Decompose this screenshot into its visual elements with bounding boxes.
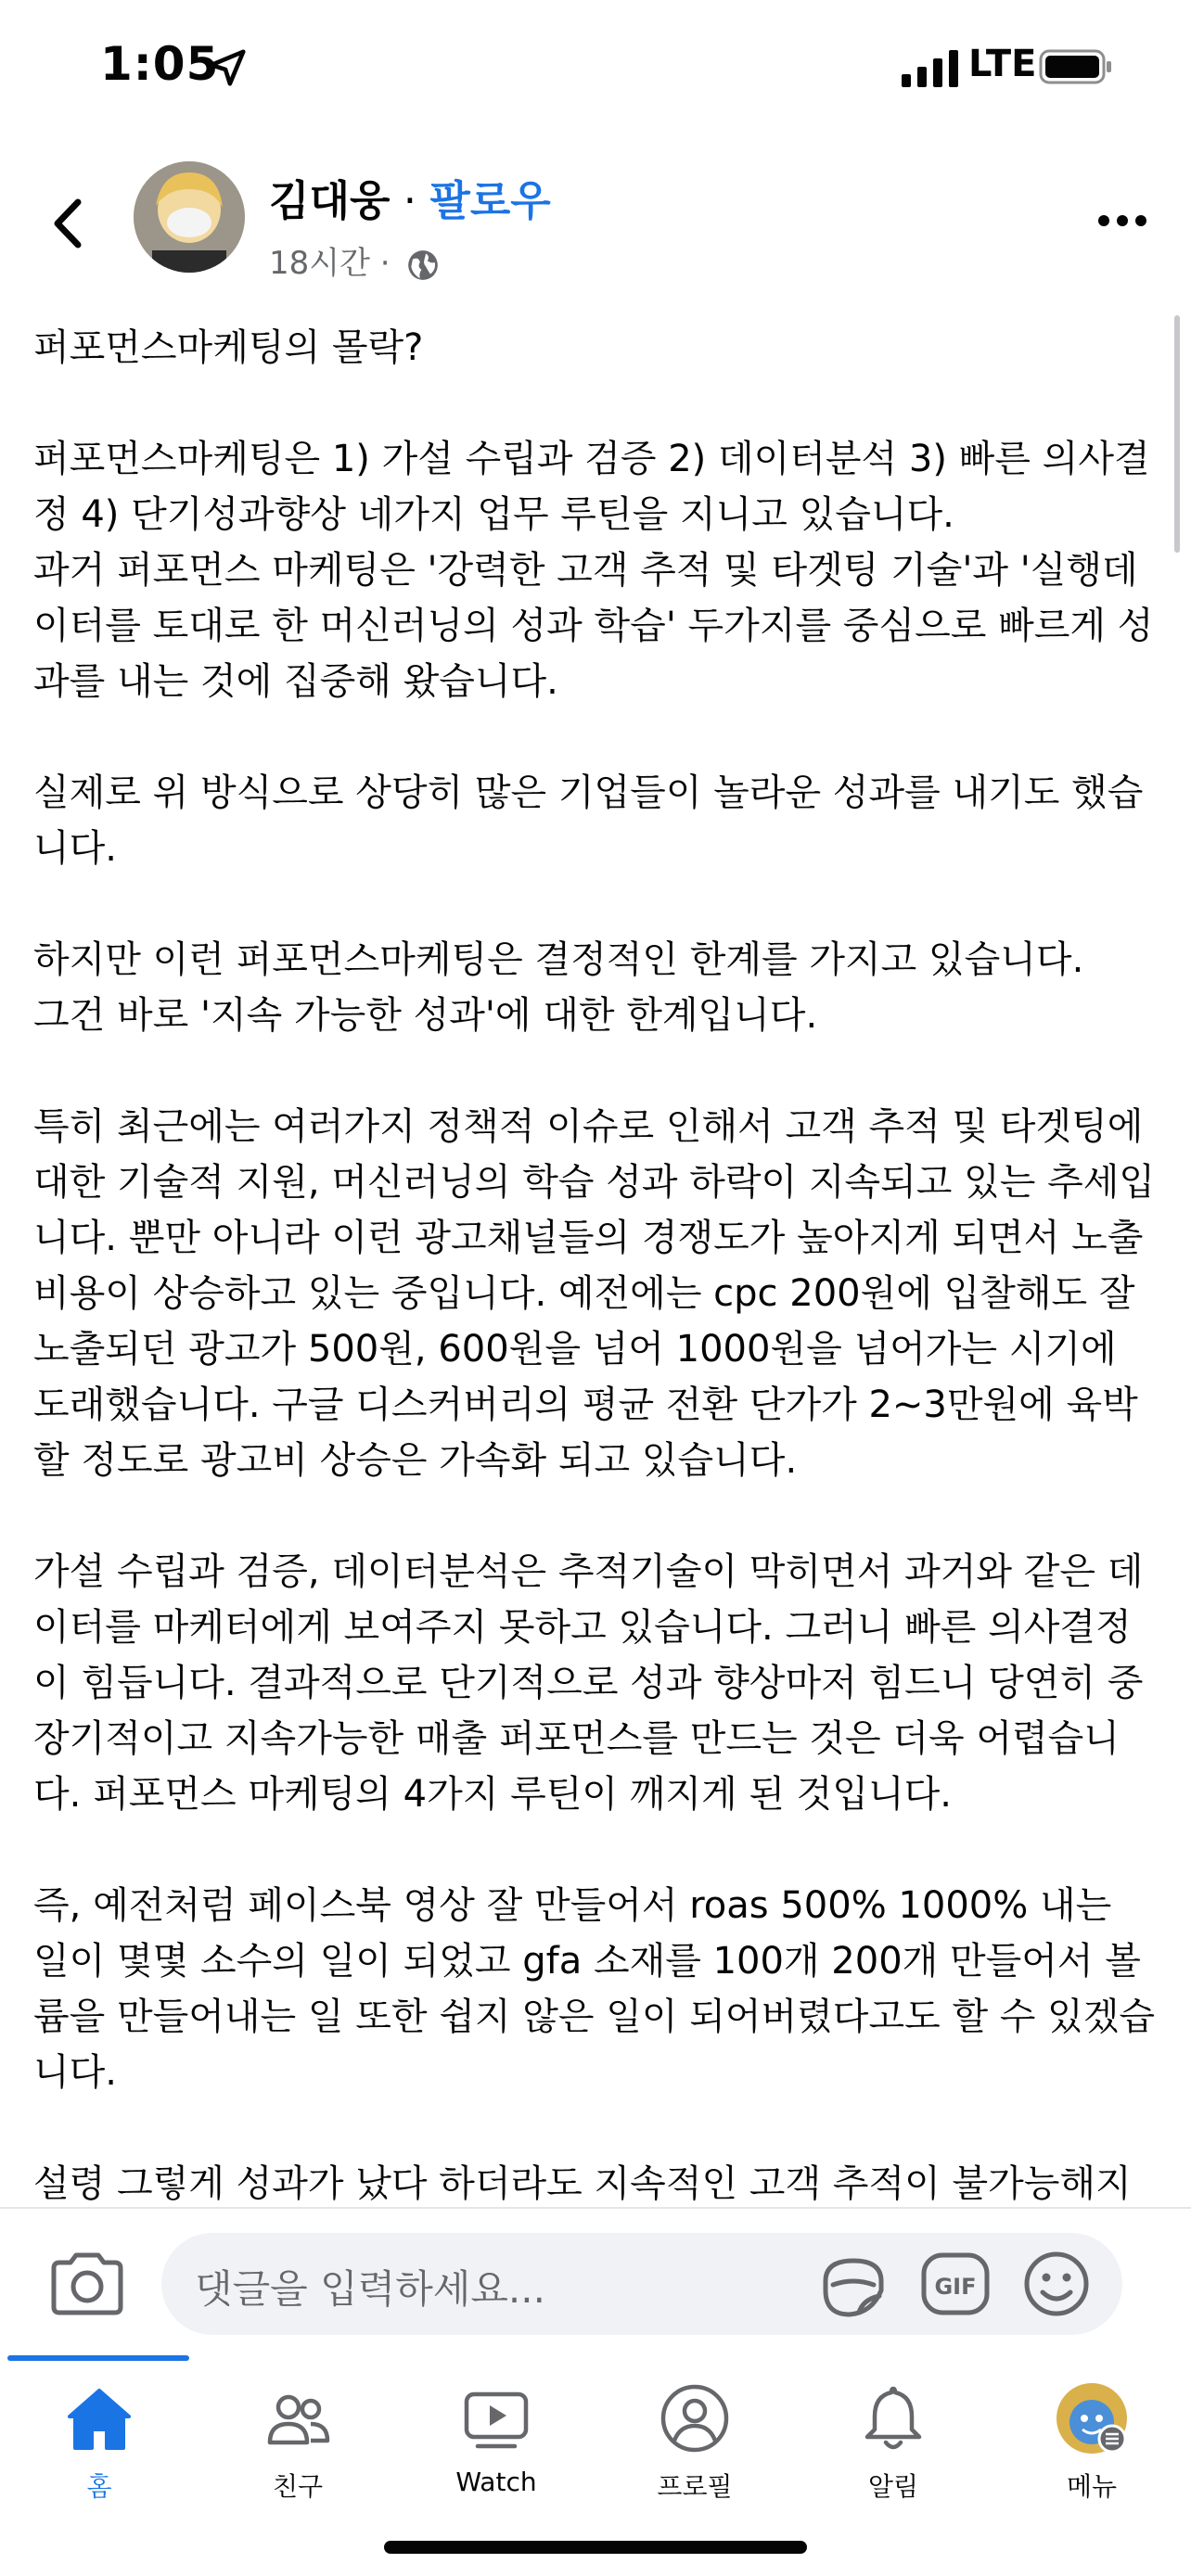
post-text-line: 이터를 토대로 한 머신러닝의 성과 학습' 두가지를 중심으로 빠르게 성 <box>33 605 1154 647</box>
post-text-line: 니다. 뿐만 아니라 이런 광고채널들의 경쟁도가 높아지게 되면서 노출 <box>33 1217 1144 1259</box>
post-text-line: 니다. <box>33 827 117 870</box>
author-avatar[interactable] <box>134 161 245 273</box>
nav-label-menu: 메뉴 <box>1066 2471 1118 2502</box>
post-text-line: 륨을 만들어내는 일 또한 쉽지 않은 일이 되어버렸다고도 할 수 있겠습 <box>33 1996 1156 2038</box>
home-icon <box>62 2381 136 2455</box>
battery-icon <box>1039 48 1113 85</box>
nav-active-indicator <box>7 2355 189 2361</box>
sticker-icon[interactable] <box>816 2253 890 2320</box>
post-text-line: 과거 퍼포먼스 마케팅은 '강력한 고객 추적 및 타겟팅 기술'과 '실행데 <box>33 549 1138 592</box>
status-bar <box>0 0 1191 139</box>
camera-icon[interactable] <box>48 2250 126 2316</box>
post-text-line: 니다. <box>33 2051 117 2094</box>
post-text-line: 이터를 마케터에게 보여주지 못하고 있습니다. 그러니 빠른 의사결정 <box>33 1606 1132 1649</box>
gif-label: GIF <box>934 2274 977 2300</box>
gif-icon[interactable] <box>920 2251 991 2316</box>
post-text-line: 이 힘듭니다. 결과적으로 단기적으로 성과 향상마저 힘드니 당연히 중 <box>33 1662 1144 1704</box>
post-text-line: 과를 내는 것에 집중해 왔습니다. <box>33 660 558 703</box>
post-paragraph <box>33 765 1160 876</box>
post-text-line: 비용이 상승하고 있는 중입니다. 예전에는 cpc 200원에 입찰해도 잘 <box>33 1272 1135 1315</box>
post-text-line: 도래했습니다. 구글 디스커버리의 평균 전환 단가가 2~3만원에 육박 <box>33 1384 1138 1426</box>
post-text-line: 설령 그렇게 성과가 났다 하더라도 지속적인 고객 추적이 불가능해지 <box>33 2162 1132 2205</box>
more-dots-icon[interactable] <box>1096 211 1148 230</box>
meta-separator: · <box>369 245 401 282</box>
post-paragraph <box>33 932 1160 1043</box>
post-paragraph <box>33 1878 1160 2100</box>
avatar-photo <box>134 161 245 273</box>
nav-item-profile[interactable] <box>596 2381 794 2520</box>
nav-item-home[interactable] <box>0 2381 198 2520</box>
post-paragraph <box>33 320 1160 376</box>
follow-button[interactable]: 팔로우 <box>429 176 551 225</box>
nav-label-notifications: 알림 <box>867 2471 919 2502</box>
chevron-left-icon[interactable] <box>45 191 91 256</box>
post-text-line: 특히 최근에는 여러가지 정책적 이슈로 인해서 고객 추적 및 타겟팅에 <box>33 1105 1144 1148</box>
profile-icon <box>658 2381 732 2455</box>
nav-label-watch: Watch <box>455 2467 537 2497</box>
signal-bars-icon <box>902 50 961 87</box>
network-label: LTE <box>968 43 1037 85</box>
post-text-line: 가설 수립과 검증, 데이터분석은 추적기술이 막히면서 과거와 같은 데 <box>33 1550 1144 1593</box>
status-time: 1:05 <box>100 37 220 91</box>
post-paragraph <box>33 1544 1160 1822</box>
scroll-indicator <box>1174 315 1180 553</box>
post-text-line: 다. 퍼포먼스 마케팅의 4가지 루틴이 깨지게 된 것입니다. <box>33 1773 952 1816</box>
nav-item-watch[interactable] <box>397 2381 596 2520</box>
post-timestamp[interactable]: 18시간 <box>269 245 370 282</box>
post-text-line: 그건 바로 '지속 가능한 성과'에 대한 한계입니다. <box>33 994 818 1037</box>
nav-label-profile: 프로필 <box>657 2471 733 2502</box>
post-paragraph <box>33 1099 1160 1488</box>
home-indicator <box>384 2541 807 2554</box>
post-header <box>0 158 1191 287</box>
post-text-line: 대한 기술적 지원, 머신러닝의 학습 성과 하락이 지속되고 있는 추세입 <box>33 1161 1156 1204</box>
menu-avatar-icon <box>1055 2381 1129 2455</box>
post-paragraph <box>33 2156 1160 2207</box>
post-text-line: 장기적이고 지속가능한 매출 퍼포먼스를 만드는 것은 더욱 어렵습니 <box>33 1717 1120 1760</box>
post-body <box>33 320 1160 2207</box>
emoji-icon[interactable] <box>1022 2250 1091 2318</box>
globe-icon <box>405 248 441 283</box>
post-text-line: 정 4) 단기성과향상 네가지 업무 루틴을 지니고 있습니다. <box>33 493 954 536</box>
friends-icon <box>261 2381 335 2455</box>
author-line <box>269 167 551 227</box>
post-meta <box>269 237 441 283</box>
post-text-line: 실제로 위 방식으로 상당히 많은 기업들이 놀라운 성과를 내기도 했습 <box>33 772 1144 814</box>
nav-label-home: 홈 <box>86 2471 112 2502</box>
nav-item-menu[interactable] <box>992 2381 1191 2520</box>
post-text-line: 노출되던 광고가 500원, 600원을 넘어 1000원을 넘어가는 시기에 <box>33 1328 1117 1371</box>
nav-item-notifications[interactable] <box>794 2381 992 2520</box>
post-text-line: 할 정도로 광고비 상승은 가속화 되고 있습니다. <box>33 1439 798 1482</box>
post-text-line: 일이 몇몇 소수의 일이 되었고 gfa 소재를 100개 200개 만들어서 볼 <box>33 1940 1141 1983</box>
nav-item-friends[interactable] <box>198 2381 397 2520</box>
author-separator: · <box>390 176 430 225</box>
post-text-line: 퍼포먼스마케팅은 1) 가설 수립과 검증 2) 데이터분석 3) 빠른 의사결 <box>33 438 1150 480</box>
nav-label-friends: 친구 <box>272 2471 324 2502</box>
post-text-line: 즉, 예전처럼 페이스북 영상 잘 만들어서 roas 500% 1000% 내는 <box>33 1884 1112 1927</box>
comment-placeholder: 댓글을 입력하세요... <box>195 2266 545 2312</box>
location-arrow-icon <box>206 46 249 89</box>
watch-icon <box>459 2381 533 2455</box>
post-text-line: 퍼포먼스마케팅의 몰락? <box>33 326 424 369</box>
post-paragraph <box>33 431 1160 709</box>
post-text-line: 하지만 이런 퍼포먼스마케팅은 결정적인 한계를 가지고 있습니다. <box>33 938 1084 981</box>
bell-icon <box>856 2381 930 2455</box>
author-name[interactable]: 김대웅 <box>269 176 391 225</box>
comment-bar <box>0 2207 1191 2357</box>
